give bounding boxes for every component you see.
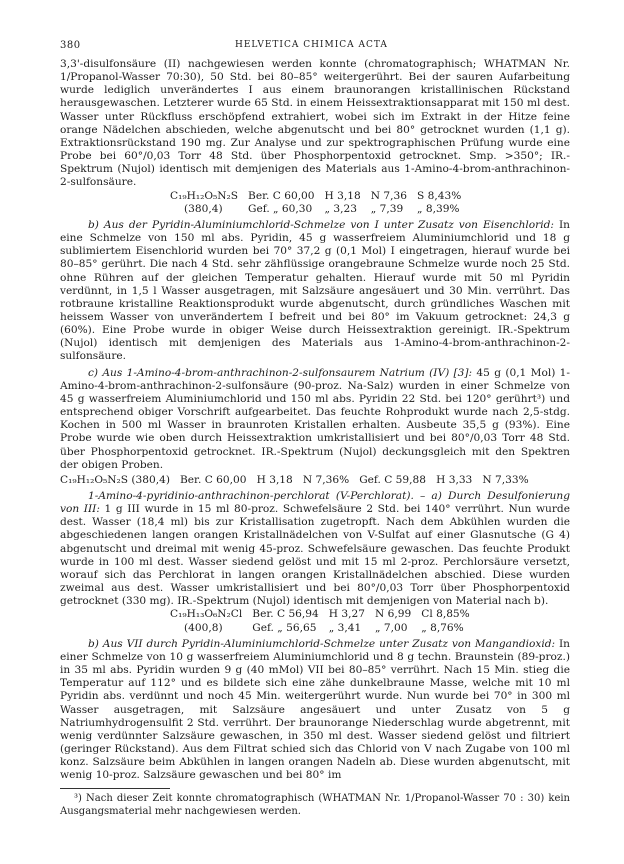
paragraph-5-text: In einer Schmelze von 10 g wasserfreiem Aluminiumchlorid und 8 g techn. Braunstein (89-proz.) in 35 ml abs. Pyridin wurden 9 g (40 mMol) VII bei 80–85° verrührt. Nach 15 Min. stieg die Temperatur auf 112° und es bildete sich eine zähe dunkelbraune Masse, welche mit 10 ml Pyridin abs. verdünnt und noch 45 Min. weitergerührt wurde. Nun wurde bei 70° in 300 ml Wasser ausgetragen, mit Salzsäure angesäuert und unter Zusatz von 5 g Natriumhydrogensulfit 2 Std. verrührt. Der braunorange Niederschlag wurde abgetrennt, mit wenig verdünnter Salzsäure gewaschen, in 350 ml dest. Wasser siedend gelöst und filtriert (geringer Rückstand). Aus dem Filtrat schied sich das Chlorid von V nach Zugabe von 100 ml konz. Salzsäure beim Abkühlen in langen orangen Nadeln ab. Diese wurden abgenutscht, mit wenig 10-proz. Salzsäure gewaschen und bei 80° im (60, 637, 570, 782)
footnote-divider (60, 788, 170, 789)
analysis3-ber-n: N 6,99 (374, 608, 412, 621)
analysis3-mw: (400,8) (184, 621, 223, 634)
page-number: 380 (60, 40, 81, 51)
paragraph-2 (60, 219, 570, 364)
section-heading-b: b) Aus der Pyridin-Aluminiumchlorid-Schmelze von I unter Zusatz von Eisenchlorid: (88, 218, 554, 231)
elemental-analysis-2 (60, 474, 570, 487)
subsection-heading-b: b) Aus VII durch Pyridin-Aluminiumchlorid-Schmelze unter Zusatz von Mangandioxid: (88, 637, 556, 650)
analysis-ber-c: Ber. C 60,00 (248, 189, 315, 202)
page (60, 40, 570, 818)
analysis-gef-s: „ 8,39% (416, 202, 460, 215)
analysis-formula: C₁₉H₁₂O₅N₂S (170, 189, 239, 202)
analysis-gef-h: „ 3,23 (324, 202, 357, 215)
analysis-ber-h: H 3,18 (324, 189, 361, 202)
analysis3-gef-n: „ 7,00 (374, 621, 408, 634)
paragraph-2-text: In eine Schmelze von 150 ml abs. Pyridin, 45 g wasserfreiem Aluminiumchlorid und 18 g sublimiertem Eisenchlorid wurden bei 70° 37,2 g (0,1 Mol) I eingetragen, hierauf wurde bei 80–85° gerührt. Die nach 4 Std. sehr zähflüssige orangebraune Schmelze wurde noch 25 Std. ohne Rühren auf der gleichen Temperatur gehalten. Hierauf wurde mit 50 ml Pyridin verdünnt, in 1,5 l Wasser ausgetragen, mit Salzsäure angesäuert und 30 Min. verrührt. Das rotbraune kristalline Reaktionsprodukt wurde abgenutscht, durch gründliches Waschen mit heissem Wasser von unverändertem I befreit und bei 80° im Vakuum getrocknet: 24,3 g (60%). Eine Probe wurde in obiger Weise durch Heissextraktion gereinigt. IR.-Spektrum (Nujol) identisch mit demjenigen des Materials aus 1-Amino-4-brom-anthrachinon-2-sulfonsäure. (60, 218, 570, 363)
analysis-ber-n: N 7,36 (370, 189, 407, 202)
analysis3-ber-c: Ber. C 56,94 (252, 608, 319, 621)
analysis2-ber: Ber. C 60,00 H 3,18 N 7,36% (180, 473, 350, 486)
elemental-analysis-3 (170, 608, 570, 634)
elemental-analysis-1 (170, 190, 570, 216)
subsection-heading-a: – a) Durch Desulfonierung von III: (60, 490, 570, 516)
paragraph-3-text: 45 g (0,1 Mol) 1-Amino-4-brom-anthrachinon-2-sulfonsäure (90-proz. Na-Salz) wurden in einer Schmelze von 45 g wasserfreiem Aluminiumchlorid und 150 ml abs. Pyridin 22 Std. bei 120° gerührt³) und entsprechend obiger Vorschrift aufgearbeitet. Das feuchte Rohprodukt wurde nach 2,5-stdg. Kochen in 500 ml Wasser in braunroten Kristallen erhalten. Ausbeute 35,5 g (93%). Eine Probe wurde wie oben durch Heissextraktion umkristallisiert und bei 80°/0,03 Torr 48 Std. über Phosphorpentoxid getrocknet. IR.-Spektrum (Nujol) deckungsgleich mit den Spektren der obigen Proben. (60, 366, 570, 471)
paragraph-3 (60, 367, 570, 472)
analysis3-gef-cl: „ 8,76% (421, 621, 464, 634)
analysis3-ber-h: H 3,27 (328, 608, 365, 621)
paragraph-1: 3,3'-disulfonsäure (II) nachgewiesen werden konnte (chromatographisch; WHATMAN Nr. 1/Propanol-Wasser 70:30), 50 Std. bei 80–85° weitergerührt. Bei der sauren Aufarbeitung wurde lediglich unverändertes I aus einem braunorangen kristallinischen Rückstand herausgewaschen. Letzterer wurde 65 Std. in einem Heissextraktionsapparat mit 150 ml dest. Wasser unter Rückfluss erschöpfend extrahiert, wobei sich im Extrakt in der Hitze feine orange Nädelchen abschieden, welche abgenutscht und bei 80° getrocknet wurden (1,1 g). Extraktionsrückstand 190 mg. Zur Analyse und zur spektrographischen Prüfung wurde eine Probe bei 60°/0,03 Torr 48 Std. über Phosphorpentoxid getrocknet. Smp. >350°; IR.-Spektrum (Nujol) identisch mit demjenigen des Materials aus 1-Amino-4-brom-anthrachinon-2-sulfonsäure. (60, 58, 570, 189)
running-head (60, 40, 570, 58)
compound-heading: 1-Amino-4-pyridinio-anthrachinon-perchlorat (V-Perchlorat). (88, 490, 414, 502)
analysis-ber-s: S 8,43% (416, 189, 462, 202)
analysis-mw: (380,4) (184, 202, 223, 215)
journal-title: HELVETICA CHIMICA ACTA (235, 40, 388, 50)
analysis2-gef: Gef. C 59,88 H 3,33 N 7,33% (359, 473, 529, 486)
analysis3-ber-cl: Cl 8,85% (421, 608, 470, 621)
analysis3-gef-c: Gef. „ 56,65 (252, 621, 317, 634)
paragraph-4 (60, 490, 570, 608)
analysis3-formula: C₁₉H₁₃O₆N₂Cl (170, 608, 243, 621)
paragraph-4-text: 1 g III wurde in 15 ml 80-proz. Schwefelsäure 2 Std. bei 140° verrührt. Nun wurde dest. Wasser (18,4 ml) bis zur Kristallisation zugetropft. Nach dem Abkühlen wurden die abgeschiedenen langen orangen Kristallnädelchen von V-Sulfat auf einer Glasnutsche (G 4) abgenutscht und dreimal mit wenig 45-proz. Schwefelsäure gewaschen. Das feuchte Produkt wurde in 100 ml dest. Wasser siedend gelöst und mit 15 ml 2-proz. Perchlorsäure versetzt, worauf sich das Perchlorat in langen orangen Kristallnädelchen abschied. Diese wurden zweimal aus dest. Wasser umkristallisiert und bei 80°/0,03 Torr über Phosphorpentoxid getrocknet (330 mg). IR.-Spektrum (Nujol) identisch mit demjenigen von Material nach b). (60, 503, 570, 608)
section-heading-c: c) Aus 1-Amino-4-brom-anthrachinon-2-sulfonsaurem Natrium (IV) [3]: (88, 366, 473, 379)
analysis-gef-n: „ 7,39 (370, 202, 404, 215)
footnote: ³) Nach dieser Zeit konnte chromatographisch (WHATMAN Nr. 1/Propanol-Wasser 70 : 30) kein Ausgangsmaterial mehr nachgewiesen werden. (60, 793, 570, 817)
paragraph-5 (60, 638, 570, 783)
analysis-gef-c: Gef. „ 60,30 (248, 202, 313, 215)
analysis3-gef-h: „ 3,41 (328, 621, 362, 634)
analysis2-formula: C₁₉H₁₂O₅N₂S (380,4) (60, 473, 170, 486)
